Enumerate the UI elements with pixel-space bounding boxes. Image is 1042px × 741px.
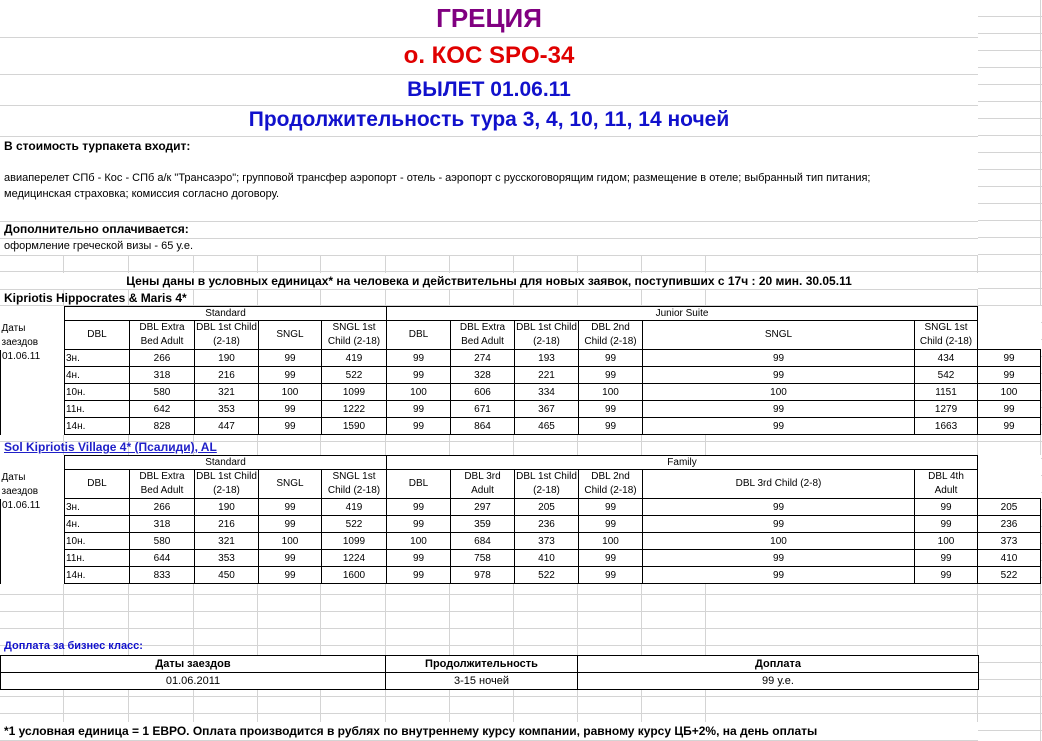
- price-cell: 99: [259, 516, 322, 533]
- price-cell: 419: [322, 350, 387, 367]
- footnote: *1 условная единица = 1 ЕВРО. Оплата производится в рублях по внутреннему курсу компании, равному курсу ЦБ+2%, на день оплаты: [4, 724, 818, 738]
- includes-title: В стоимость турпакета входит:: [4, 139, 191, 153]
- price-cell: 1099: [322, 533, 387, 550]
- price-cell: 100: [579, 533, 643, 550]
- price-cell: 321: [195, 384, 259, 401]
- duration-title: Продолжительность тура 3, 4, 10, 11, 14 ночей: [248, 108, 730, 131]
- table-row: [1, 550, 1041, 567]
- hotel-1-col-header: SNGL 1st Child (2-18): [915, 321, 978, 350]
- price-cell: 833: [130, 567, 195, 584]
- price-cell: 522: [322, 367, 387, 384]
- table-row: [1, 350, 1041, 367]
- price-cell: 100: [579, 384, 643, 401]
- price-cell: 606: [451, 384, 515, 401]
- price-cell: 236: [978, 516, 1041, 533]
- hotel-2-col-header: SNGL 1st Child (2-18): [322, 470, 387, 499]
- price-cell: 99: [387, 516, 451, 533]
- price-cell: 216: [195, 367, 259, 384]
- table-row: [1, 384, 1041, 401]
- hotel-1-col-header: SNGL: [643, 321, 915, 350]
- prices-note: Цены даны в условных единицах* на человека и действительны для новых заявок, поступивших с 17ч : 20 мин. 30.05.11: [126, 274, 852, 288]
- hotel-1-col-header: DBL 1st Child (2-18): [515, 321, 579, 350]
- price-cell: 266: [130, 350, 195, 367]
- price-cell: 266: [130, 499, 195, 516]
- price-cell: 99: [579, 367, 643, 384]
- price-cell: 542: [915, 367, 978, 384]
- hotel-1-col-header: SNGL: [259, 321, 322, 350]
- price-cell: 758: [451, 550, 515, 567]
- price-cell: 99: [259, 350, 322, 367]
- business-cell: 3-15 ночей: [386, 673, 578, 690]
- price-cell: 410: [978, 550, 1041, 567]
- price-cell: 100: [259, 384, 322, 401]
- hotel-2-price-table: [0, 455, 1041, 584]
- business-cell: 01.06.2011: [1, 673, 386, 690]
- price-cell: 99: [643, 418, 915, 435]
- price-cell: 642: [130, 401, 195, 418]
- price-cell: 684: [451, 533, 515, 550]
- price-cell: 99: [915, 516, 978, 533]
- price-cell: 450: [195, 567, 259, 584]
- business-title: Доплата за бизнес класс:: [4, 640, 143, 652]
- hotel-1-dates-spacer: [1, 307, 65, 321]
- hotel-2-col-header: DBL 3rd Adult: [451, 470, 515, 499]
- nights-cell: 4н.: [65, 367, 130, 384]
- price-cell: 99: [387, 567, 451, 584]
- price-cell: 99: [643, 401, 915, 418]
- hotel-2-col-header: DBL 3rd Child (2-8): [643, 470, 915, 499]
- includes-line-2: медицинская страховка; комиссия согласно договору.: [4, 188, 280, 200]
- hotel-2-col-header: DBL 2nd Child (2-18): [579, 470, 643, 499]
- price-cell: 216: [195, 516, 259, 533]
- price-cell: 353: [195, 550, 259, 567]
- price-cell: 864: [451, 418, 515, 435]
- price-cell: 99: [387, 401, 451, 418]
- table-row: [1, 533, 1041, 550]
- price-cell: 99: [579, 550, 643, 567]
- hotel-2-group-1: Standard: [65, 456, 387, 470]
- price-cell: 99: [259, 567, 322, 584]
- price-cell: 580: [130, 384, 195, 401]
- business-header: Продолжительность: [386, 656, 578, 673]
- price-cell: 1224: [322, 550, 387, 567]
- price-cell: 100: [387, 533, 451, 550]
- price-cell: 580: [130, 533, 195, 550]
- includes-line-1: авиаперелет СПб - Кос - СПб а/к "Трансаэро"; групповой трансфер аэропорт - отель - аэропорт с русскоговорящим гидом; размещение в отеле; выбранный тип питания;: [4, 172, 871, 184]
- price-cell: 99: [643, 350, 915, 367]
- hotel-2-col-header: DBL: [387, 470, 451, 499]
- price-cell: 447: [195, 418, 259, 435]
- spo-title: о. КОС SPO-34: [403, 42, 575, 69]
- price-cell: 1222: [322, 401, 387, 418]
- hotel-1-col-header: DBL Extra Bed Adult: [130, 321, 195, 350]
- hotel-2-col-header: DBL 4th Adult: [915, 470, 978, 499]
- price-cell: 100: [915, 533, 978, 550]
- price-cell: 99: [259, 499, 322, 516]
- hotel-2-col-header: DBL 1st Child (2-18): [195, 470, 259, 499]
- hotel-1-col-header: SNGL 1st Child (2-18): [322, 321, 387, 350]
- price-cell: 99: [978, 401, 1041, 418]
- hotel-1-name: Kipriotis Hippocrates & Maris 4*: [4, 291, 187, 305]
- price-cell: 1099: [322, 384, 387, 401]
- price-cell: 465: [515, 418, 579, 435]
- hotel-1-col-header: DBL: [65, 321, 130, 350]
- price-cell: 99: [643, 516, 915, 533]
- price-cell: 274: [451, 350, 515, 367]
- price-cell: 100: [387, 384, 451, 401]
- price-cell: 522: [322, 516, 387, 533]
- business-cell: 99 у.е.: [578, 673, 979, 690]
- price-cell: 100: [978, 384, 1041, 401]
- hotel-1-col-header: DBL 1st Child (2-18): [195, 321, 259, 350]
- price-cell: 419: [322, 499, 387, 516]
- price-cell: 373: [515, 533, 579, 550]
- price-cell: 190: [195, 499, 259, 516]
- hotel-2-col-header: SNGL: [259, 470, 322, 499]
- hotel-1-group-1: Standard: [65, 307, 387, 321]
- price-cell: 99: [978, 350, 1041, 367]
- nights-cell: 10н.: [65, 384, 130, 401]
- price-cell: 410: [515, 550, 579, 567]
- hotel-1-col-header: DBL: [387, 321, 451, 350]
- arrival-date: 01.06.11: [1, 499, 65, 584]
- price-cell: 434: [915, 350, 978, 367]
- price-cell: 978: [451, 567, 515, 584]
- hotel-1-rows: [1, 350, 1041, 435]
- country-title: ГРЕЦИЯ: [436, 3, 542, 33]
- nights-cell: 14н.: [65, 567, 130, 584]
- hotel-2-col-header: DBL: [65, 470, 130, 499]
- nights-cell: 3н.: [65, 499, 130, 516]
- price-cell: 99: [579, 516, 643, 533]
- business-header: Доплата: [578, 656, 979, 673]
- table-row: [1, 516, 1041, 533]
- price-cell: 236: [515, 516, 579, 533]
- table-row: [1, 499, 1041, 516]
- extra-line: оформление греческой визы - 65 у.е.: [4, 240, 194, 252]
- price-cell: 99: [915, 550, 978, 567]
- price-cell: 190: [195, 350, 259, 367]
- price-cell: 334: [515, 384, 579, 401]
- price-cell: 99: [643, 567, 915, 584]
- price-cell: 99: [259, 550, 322, 567]
- price-cell: 522: [515, 567, 579, 584]
- hotel-2-col-header: DBL Extra Bed Adult: [130, 470, 195, 499]
- price-cell: 353: [195, 401, 259, 418]
- price-cell: 99: [978, 367, 1041, 384]
- price-cell: 100: [259, 533, 322, 550]
- price-cell: 644: [130, 550, 195, 567]
- table-row: [1, 401, 1041, 418]
- nights-cell: 11н.: [65, 550, 130, 567]
- price-cell: 359: [451, 516, 515, 533]
- price-cell: 828: [130, 418, 195, 435]
- price-cell: 328: [451, 367, 515, 384]
- nights-cell: 3н.: [65, 350, 130, 367]
- extra-title: Дополнительно оплачивается:: [4, 222, 189, 236]
- price-cell: 99: [387, 350, 451, 367]
- price-cell: 321: [195, 533, 259, 550]
- price-cell: 99: [978, 418, 1041, 435]
- table-row: [1, 367, 1041, 384]
- hotel-2-name-link[interactable]: Sol Kipriotis Village 4* (Псалиди), AL: [4, 440, 217, 454]
- hotel-1-group-2: Junior Suite: [387, 307, 978, 321]
- table-row: [1, 567, 1041, 584]
- business-header: Даты заездов: [1, 656, 386, 673]
- price-cell: 205: [978, 499, 1041, 516]
- price-cell: 205: [515, 499, 579, 516]
- price-cell: 99: [259, 418, 322, 435]
- price-cell: 100: [643, 533, 915, 550]
- price-cell: 99: [579, 418, 643, 435]
- price-cell: 193: [515, 350, 579, 367]
- price-cell: 99: [643, 367, 915, 384]
- price-cell: 99: [579, 567, 643, 584]
- price-cell: 99: [387, 418, 451, 435]
- price-cell: 99: [259, 367, 322, 384]
- nights-cell: 14н.: [65, 418, 130, 435]
- price-cell: 99: [579, 401, 643, 418]
- hotel-2-rows: [1, 499, 1041, 584]
- price-cell: 99: [387, 550, 451, 567]
- hotel-2-dates-label: Даты заездов: [1, 471, 39, 497]
- price-cell: 318: [130, 516, 195, 533]
- hotel-1-col-header: DBL 2nd Child (2-18): [579, 321, 643, 350]
- price-cell: 373: [978, 533, 1041, 550]
- price-cell: 1279: [915, 401, 978, 418]
- price-cell: 297: [451, 499, 515, 516]
- business-table: [0, 655, 979, 690]
- hotel-1-dates-label: Даты заездов: [1, 322, 39, 348]
- price-cell: 99: [643, 550, 915, 567]
- price-cell: 1600: [322, 567, 387, 584]
- price-cell: 367: [515, 401, 579, 418]
- price-cell: 671: [451, 401, 515, 418]
- nights-cell: 10н.: [65, 533, 130, 550]
- arrival-date: 01.06.11: [1, 350, 65, 435]
- price-cell: 1151: [915, 384, 978, 401]
- price-cell: 99: [387, 499, 451, 516]
- price-cell: 1663: [915, 418, 978, 435]
- price-cell: 99: [387, 367, 451, 384]
- nights-cell: 11н.: [65, 401, 130, 418]
- nights-cell: 4н.: [65, 516, 130, 533]
- price-cell: 1590: [322, 418, 387, 435]
- table-row: [1, 418, 1041, 435]
- price-cell: 99: [259, 401, 322, 418]
- price-cell: 99: [579, 350, 643, 367]
- price-cell: 221: [515, 367, 579, 384]
- price-cell: 99: [643, 499, 915, 516]
- hotel-2-dates-spacer: [1, 456, 65, 470]
- hotel-2-group-2: Family: [387, 456, 978, 470]
- price-cell: 99: [579, 499, 643, 516]
- hotel-1-price-table: [0, 306, 1041, 435]
- price-cell: 100: [643, 384, 915, 401]
- hotel-2-col-header: DBL 1st Child (2-18): [515, 470, 579, 499]
- price-cell: 318: [130, 367, 195, 384]
- price-cell: 99: [915, 499, 978, 516]
- price-cell: 99: [915, 567, 978, 584]
- hotel-1-col-header: DBL Extra Bed Adult: [451, 321, 515, 350]
- departure-title: ВЫЛЕТ 01.06.11: [407, 78, 571, 101]
- price-cell: 522: [978, 567, 1041, 584]
